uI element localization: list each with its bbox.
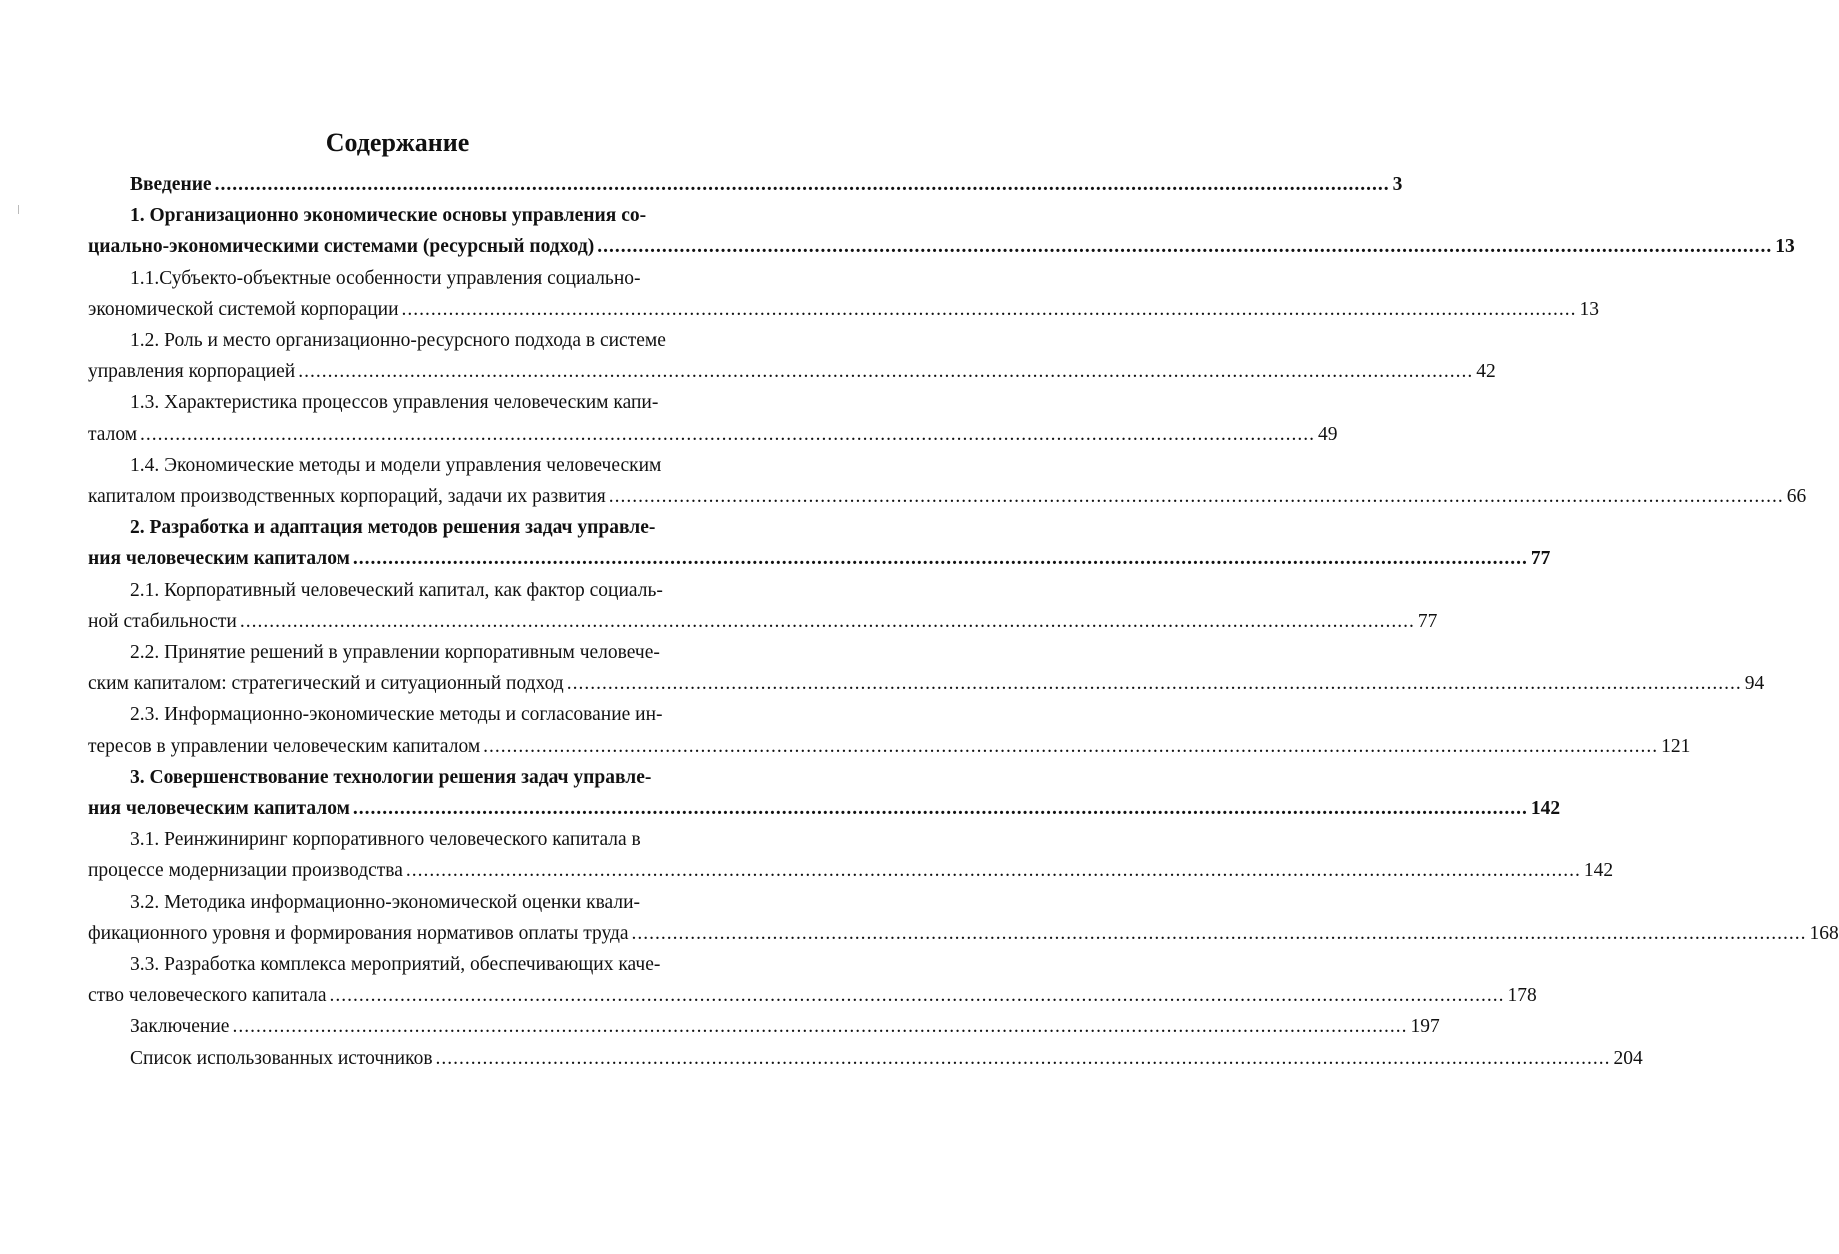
toc-entry-line: 2. Разработка и адаптация методов решения задач управле- (130, 517, 656, 538)
toc-entry-line: 3.2. Методика информационно-экономической оценки квали- (130, 892, 640, 913)
toc-entry-title: фикационного уровня и формирования нормативов оплаты труда (88, 923, 629, 944)
scan-speck (18, 205, 19, 214)
toc-page-number: 42 (1476, 361, 1496, 382)
dot-leader: ........................................................................................................................................................................................................ (401, 299, 1577, 320)
toc-page-number: 121 (1661, 736, 1691, 757)
toc-entry-last-line (88, 919, 1839, 949)
toc-page-number: 49 (1318, 424, 1338, 445)
toc-page-number: 142 (1583, 860, 1614, 881)
toc-entry-last-line (130, 170, 1403, 200)
dot-leader: ........................................................................................................................................................................................................ (608, 486, 1784, 507)
toc-page-number: 66 (1786, 486, 1807, 507)
toc-entry-title: тересов в управлении человеческим капиталом (88, 736, 481, 757)
toc-entry-last-line (88, 482, 1807, 512)
toc-entry-title: ния человеческим капиталом (88, 798, 350, 819)
toc-entry-title: Заключение (130, 1016, 230, 1037)
toc-page-number: 168 (1809, 923, 1839, 944)
toc-entry-line: 3.1. Реинжиниринг корпоративного человеческого капитала в (130, 829, 641, 850)
toc-entry-line: 1.3. Характеристика процессов управления человеческим капи- (130, 392, 659, 413)
dot-leader: ........................................................................................................................................................................................................ (232, 1016, 1408, 1037)
toc-entry-line: 3.3. Разработка комплекса мероприятий, обеспечивающих каче- (130, 954, 661, 975)
toc-entry-title: процессе модернизации производства (88, 860, 403, 881)
toc-entry-title: Введение (130, 174, 212, 195)
toc-entry-last-line (88, 420, 1338, 450)
toc-entry-title: управления корпорацией (88, 361, 296, 382)
toc-page-number: 142 (1530, 798, 1561, 819)
toc-entry-line: 3. Совершенствование технологии решения задач управле- (130, 767, 652, 788)
dot-leader: ........................................................................................................................................................................................................ (298, 361, 1474, 382)
toc-entry-last-line (88, 544, 1551, 574)
toc-entry-title: экономической системой корпорации (88, 299, 399, 320)
dot-leader: ........................................................................................................................................................................................................ (631, 923, 1807, 944)
toc-entry-title: капиталом производственных корпораций, задачи их развития (88, 486, 606, 507)
dot-leader: ........................................................................................................................................................................................................ (352, 548, 1528, 569)
toc-entry-last-line (88, 232, 1795, 262)
dot-leader: ........................................................................................................................................................................................................ (352, 798, 1528, 819)
toc-page-number: 3 (1392, 174, 1403, 195)
toc-page-number: 77 (1530, 548, 1551, 569)
toc-entry-last-line (88, 357, 1496, 387)
dot-leader: ........................................................................................................................................................................................................ (483, 736, 1659, 757)
toc-entry-last-line (130, 1044, 1643, 1074)
toc-entry-line: 1.1.Субъекто-объектные особенности управления социально- (130, 268, 641, 289)
toc-entry-last-line (130, 1012, 1440, 1042)
toc-entry-last-line (88, 295, 1600, 325)
toc-entry-line: 1. Организационно экономические основы управления со- (130, 205, 647, 226)
toc-page-number: 77 (1417, 611, 1438, 632)
toc-page-number: 13 (1775, 236, 1795, 257)
toc-entry-line: 2.1. Корпоративный человеческий капитал, как фактор социаль- (130, 580, 663, 601)
toc-entry-last-line (88, 981, 1537, 1011)
toc-page-number: 94 (1744, 673, 1765, 694)
toc-entry-line: 2.3. Информационно-экономические методы и согласование ин- (130, 704, 663, 725)
toc-page-number: 13 (1579, 299, 1600, 320)
dot-leader: ........................................................................................................................................................................................................ (214, 174, 1390, 195)
page-title: Содержание (325, 128, 470, 157)
dot-leader: ........................................................................................................................................................................................................ (239, 611, 1415, 632)
toc-entry-title: ния человеческим капиталом (88, 548, 350, 569)
toc-entry-last-line (88, 794, 1561, 824)
toc-entry-line: 1.2. Роль и место организационно-ресурсного подхода в системе (130, 330, 666, 351)
toc-entry-title: талом (88, 424, 138, 445)
toc-entry-title: ским капиталом: стратегический и ситуационный подход (88, 673, 564, 694)
toc-entry-title: ство человеческого капитала (88, 985, 327, 1006)
toc-entry-title: ной стабильности (88, 611, 237, 632)
dot-leader: ........................................................................................................................................................................................................ (329, 985, 1505, 1006)
toc-entry-title: Список использованных источников (130, 1048, 433, 1069)
dot-leader: ........................................................................................................................................................................................................ (435, 1048, 1611, 1069)
toc-page-number: 178 (1507, 985, 1537, 1006)
toc-entry-last-line (88, 732, 1691, 762)
toc-entry-last-line (88, 856, 1614, 886)
toc-entry-line: 1.4. Экономические методы и модели управления человеческим (130, 455, 662, 476)
toc-page-number: 197 (1410, 1016, 1440, 1037)
toc-entry-title: циально-экономическими системами (ресурсный подход) (88, 236, 595, 257)
dot-leader: ........................................................................................................................................................................................................ (405, 860, 1581, 881)
dot-leader: ........................................................................................................................................................................................................ (566, 673, 1742, 694)
dot-leader: ........................................................................................................................................................................................................ (597, 236, 1773, 257)
toc-page-number: 204 (1613, 1048, 1643, 1069)
dot-leader: ........................................................................................................................................................................................................ (140, 424, 1316, 445)
toc-entry-last-line (88, 669, 1765, 699)
toc-entry-line: 2.2. Принятие решений в управлении корпоративным человече- (130, 642, 660, 663)
toc-entry-last-line (88, 607, 1438, 637)
